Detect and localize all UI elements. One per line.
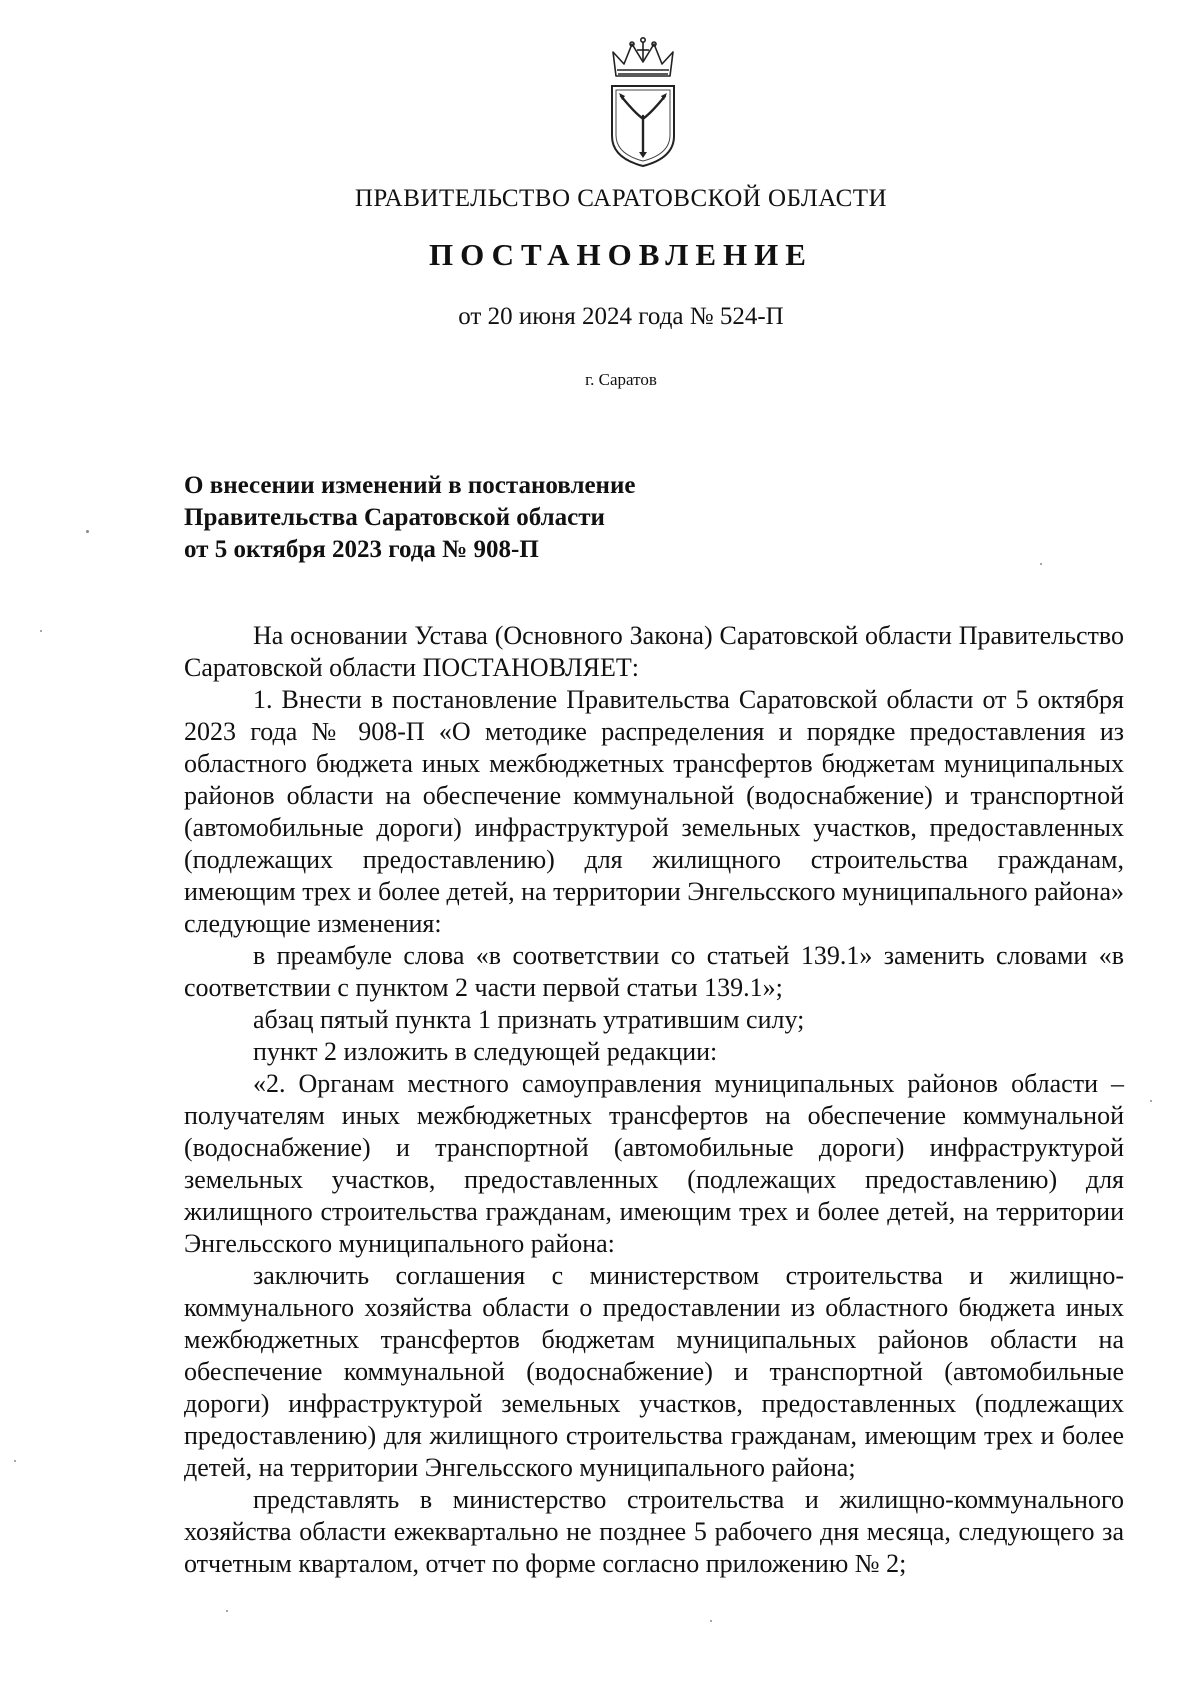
body-paragraph: «2. Органам местного самоуправления муниципальных районов области – получателям иных межбюджетных трансфертов на обеспечение коммунальной (водоснабжение) и транспортной (автомобильные дороги) инфраструктурой земельных участков, предоставленных (подлежащих предоставлению) для жилищного строительства гражданам, имеющим трех и более детей, на территории Энгельсского муниципального района: — [184, 1069, 1124, 1258]
scan-speck — [40, 630, 42, 632]
body-paragraph: 1. Внести в постановление Правительства Саратовской области от 5 октября 2023 года № 908-П «О методике распределения и порядке предоставления из областного бюджета иных межбюджетных трансфертов бюджетам муниципальных районов области на обеспечение коммунальной (водоснабжение) и транспортной (автомобильные дороги) инфраструктурой земельных участков, предоставленных (подлежащих предоставлению) для жилищного строительства гражданам, имеющим трех и более детей, на территории Энгельсского муниципального района» следующие изменения: — [184, 685, 1124, 938]
document-body — [184, 620, 1124, 1580]
coat-of-arms-icon — [604, 36, 682, 168]
document-subject — [184, 470, 744, 566]
scan-speck — [226, 1610, 228, 1612]
scan-speck — [86, 530, 89, 533]
authority-name: ПРАВИТЕЛЬСТВО САРАТОВСКОЙ ОБЛАСТИ — [354, 185, 888, 212]
subject-line: О внесении изменений в постановление — [184, 472, 636, 499]
document-city: г. Саратов — [585, 370, 657, 389]
body-paragraph: представлять в министерство строительства и жилищно-коммунального хозяйства области ежеквартально не позднее 5 рабочего дня месяца, следующего за отчетным кварталом, отчет по форме согласно приложению № 2; — [184, 1485, 1124, 1578]
body-paragraph: абзац пятый пункта 1 признать утратившим силу; — [253, 1005, 805, 1034]
scan-speck — [1040, 563, 1042, 565]
scan-speck — [1150, 1100, 1152, 1102]
body-paragraph: На основании Устава (Основного Закона) Саратовской области Правительство Саратовской области ПОСТАНОВЛЯЕТ: — [184, 621, 1124, 682]
body-paragraph: в преамбуле слова «в соответствии со статьей 139.1» заменить словами «в соответствии с пунктом 2 части первой статьи 139.1»; — [184, 941, 1124, 1002]
scan-speck — [710, 1620, 712, 1622]
document-date-number: от 20 июня 2024 года № 524-П — [458, 303, 784, 330]
body-paragraph: пункт 2 изложить в следующей редакции: — [253, 1037, 718, 1066]
scan-speck — [14, 1460, 16, 1462]
document-type-title: ПОСТАНОВЛЕНИЕ — [429, 237, 813, 272]
subject-line: Правительства Саратовской области — [184, 504, 605, 531]
body-paragraph: заключить соглашения с министерством строительства и жилищно-коммунального хозяйства области о предоставлении из областного бюджета иных межбюджетных трансфертов бюджетам муниципальных районов области на обеспечение коммунальной (водоснабжение) и транспортной (автомобильные дороги) инфраструктурой земельных участков, предоставленных (подлежащих предоставлению) для жилищного строительства гражданам, имеющим трех и более детей, на территории Энгельсского муниципального района; — [184, 1261, 1124, 1482]
subject-line: от 5 октября 2023 года № 908-П — [184, 536, 539, 563]
